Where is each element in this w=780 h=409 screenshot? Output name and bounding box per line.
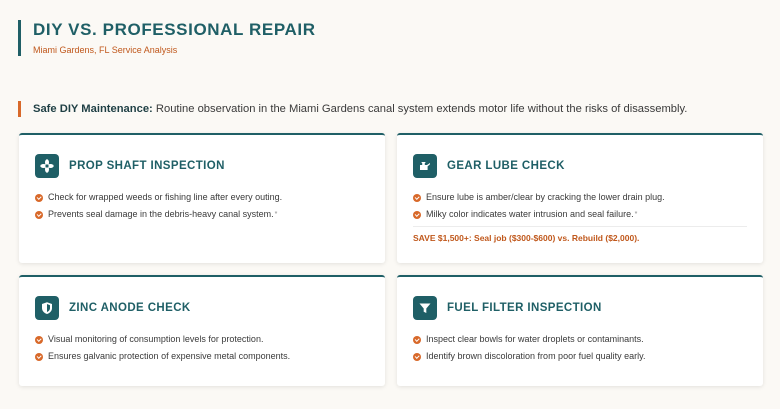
page-header bbox=[18, 20, 316, 56]
check-icon bbox=[35, 194, 43, 202]
page-title: DIY VS. PROFESSIONAL REPAIR bbox=[33, 20, 316, 39]
shield-icon bbox=[35, 296, 59, 320]
propeller-icon bbox=[35, 154, 59, 178]
footnote-marker: * bbox=[634, 211, 638, 218]
list-item: Inspect clear bowls for water droplets or contaminants. bbox=[413, 334, 747, 345]
card-title: ZINC ANODE CHECK bbox=[69, 302, 191, 314]
list-item: Visual monitoring of consumption levels for protection. bbox=[35, 334, 369, 345]
check-icon bbox=[413, 353, 421, 361]
card-title: FUEL FILTER INSPECTION bbox=[447, 302, 602, 314]
page-subtitle: Miami Gardens, FL Service Analysis bbox=[33, 45, 178, 55]
list-item: Identify brown discoloration from poor fuel quality early. bbox=[413, 351, 747, 362]
list-item: Prevents seal damage in the debris-heavy canal system. * bbox=[35, 209, 369, 220]
footnote-marker: * bbox=[274, 211, 278, 218]
oil-can-icon bbox=[413, 154, 437, 178]
list-item: Ensure lube is amber/clear by cracking the lower drain plug. bbox=[413, 192, 747, 203]
diy-note-label: Safe DIY Maintenance: bbox=[33, 103, 153, 115]
card-gear-lube bbox=[397, 133, 763, 263]
list-item: Ensures galvanic protection of expensive metal components. bbox=[35, 351, 369, 362]
diy-note-text: Routine observation in the Miami Gardens canal system extends motor life without the risks of disassembly. bbox=[152, 103, 688, 115]
list-item: Milky color indicates water intrusion and seal failure. * bbox=[413, 209, 747, 220]
filter-icon bbox=[413, 296, 437, 320]
check-icon bbox=[413, 211, 421, 219]
list-item: Check for wrapped weeds or fishing line after every outing. bbox=[35, 192, 369, 203]
check-icon bbox=[35, 353, 43, 361]
card-title: PROP SHAFT INSPECTION bbox=[69, 160, 225, 172]
check-icon bbox=[35, 336, 43, 344]
diy-note bbox=[18, 101, 687, 117]
check-icon bbox=[413, 336, 421, 344]
card-prop-shaft bbox=[19, 133, 385, 263]
check-icon bbox=[35, 211, 43, 219]
card-fuel-filter bbox=[397, 275, 763, 386]
card-zinc-anode bbox=[19, 275, 385, 386]
check-icon bbox=[413, 194, 421, 202]
card-title: GEAR LUBE CHECK bbox=[447, 160, 565, 172]
savings-callout: SAVE $1,500+: Seal job ($300-$600) vs. Rebuild ($2,000). bbox=[413, 226, 747, 243]
